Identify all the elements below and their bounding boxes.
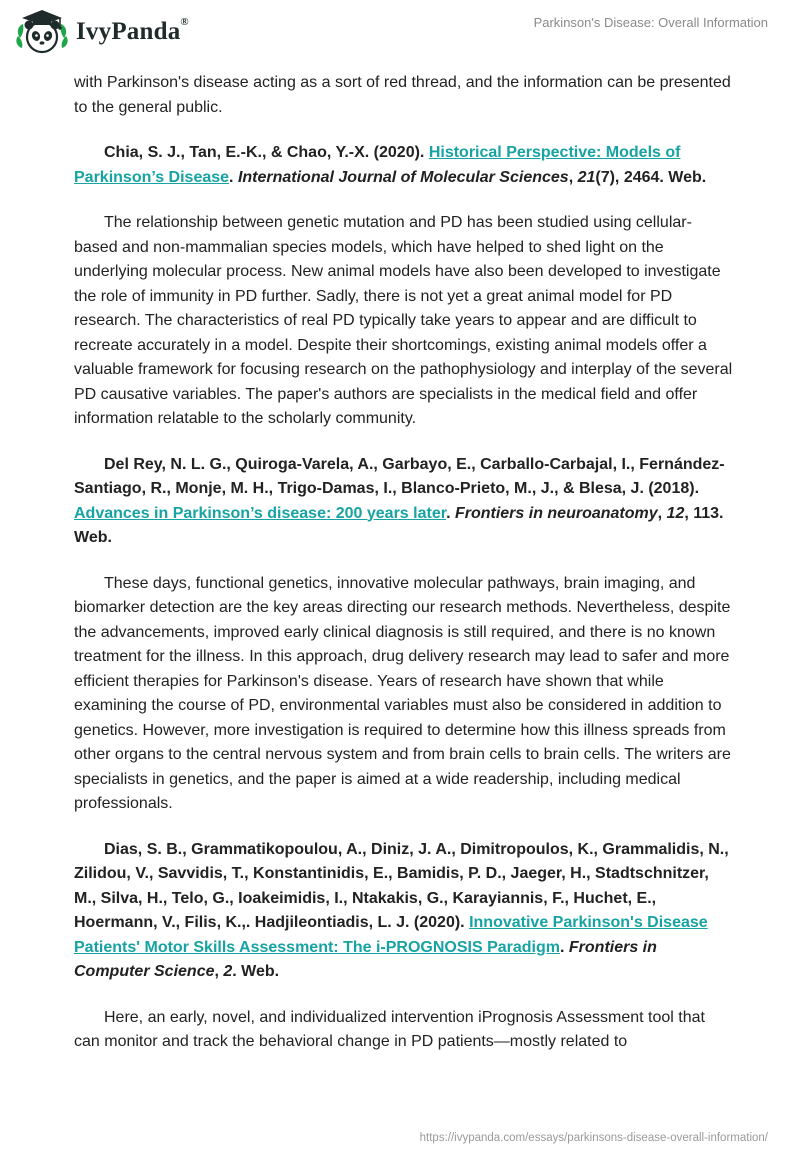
reference-tail: (7), 2464. Web. [595, 168, 707, 186]
reference-volume: 21 [577, 168, 596, 186]
reference-authors: Chia, S. J., Tan, E.-K., & Chao, Y.-X. (2020). [104, 144, 429, 161]
brand-name: IvyPanda® [76, 16, 189, 45]
page-header [0, 0, 800, 64]
reference-title-link[interactable]: Advances in Parkinson’s disease: 200 years later [74, 504, 447, 522]
reference-entry-1: Chia, S. J., Tan, E.-K., & Chao, Y.-X. (2020). Historical Perspective: Models of Parkinson’s Disease. International Journal of Molecular Sciences, 21(7), 2464. Web. [74, 144, 707, 186]
reference-volume: 12 [666, 504, 685, 522]
registered-mark: ® [180, 16, 189, 28]
footer-url[interactable]: https://ivypanda.com/essays/parkinsons-disease-overall-information/ [419, 1132, 768, 1144]
reference-entry-3: Dias, S. B., Grammatikopoulou, A., Diniz, J. A., Dimitropoulos, K., Grammalidis, N., Zilidou, V., Savvidis, T., Konstantinidis, E., Bamidis, P. D., Jaeger, H., Stadtschnitzer, M., Silva, H., Telo, G., Ioakeimidis, I., Ntakakis, G., Karayiannis, F., Huchet, E., Hoermann, V., Filis, K.,. Hadjileontiadis, L. J. (2020). Innovative Parkinson's Disease Patients' Motor Skills Assessment: The i-PROGNOSIS Paradigm. Frontiers in Computer Science, 2. Web. [74, 840, 729, 980]
annotation-paragraph-3: Here, an early, novel, and individualized intervention iPrognosis Assessment tool that can monitor and track the behavioral change in PD patients—mostly related to [74, 1008, 705, 1050]
reference-journal: International Journal of Molecular Sciences [237, 168, 569, 186]
essay-content [74, 71, 734, 1055]
ivypanda-logo[interactable] [14, 8, 189, 56]
annotation-paragraph-1: The relationship between genetic mutation and PD has been studied using cellular-based and non-mammalian species models, which have helped to shed light on the underlying molecular process. New animal models have also been developed to investigate the role of immunity in PD further. Sadly, there is not yet a great animal model for PD research. The characteristics of real PD typically take years to appear and are difficult to recreate accurately in a model. Despite their shortcomings, existing animal models offer a valuable framework for focusing research on the pathophysiology and interplay of the several PD causative variables. The paper's authors are specialists in the medical field and offer information relatable to the scholarly community. [74, 214, 733, 427]
panda-graduate-icon [14, 8, 70, 56]
reference-tail: , 113. Web. [74, 504, 724, 546]
reference-journal: Frontiers in neuroanatomy [454, 504, 658, 522]
document-title: Parkinson's Disease: Overall Information [533, 15, 768, 30]
reference-title-link[interactable]: Historical Perspective: Models of Parkinson’s Disease [74, 144, 681, 186]
reference-authors: Del Rey, N. L. G., Quiroga-Varela, A., Garbayo, E., Carballo-Carbajal, I., Fernández-Santiago, R., Monje, M. H., Trigo-Damas, I., Blanco-Prieto, M., J., & Blesa, J. (2018). [74, 455, 725, 497]
reference-entry-2: Del Rey, N. L. G., Quiroga-Varela, A., Garbayo, E., Carballo-Carbajal, I., Fernández-Santiago, R., Monje, M. H., Trigo-Damas, I., Blanco-Prieto, M., J., & Blesa, J. (2018). Advances in Parkinson’s disease: 200 years later. Frontiers in neuroanatomy, 12, 113. Web. [74, 455, 725, 546]
reference-title-link[interactable]: Innovative Parkinson's Disease Patients' Motor Skills Assessment: The i-PROGNOSIS Paradigm [74, 914, 708, 956]
reference-journal: Frontiers in Computer Science [74, 938, 657, 980]
annotation-paragraph-2: These days, functional genetics, innovative molecular pathways, brain imaging, and biomarker detection are the key areas directing our research methods. Nevertheless, despite the advancements, improved early clinical diagnosis is still required, and there is no known treatment for the illness. In this approach, drug delivery research may lead to safer and more efficient therapies for Parkinson's disease. Years of research have shown that while examining the course of PD, environmental variables must also be considered in addition to genetics. However, more investigation is required to determine how this illness spreads from other organs to the central nervous system and from brain cells to brain cells. The writers are specialists in genetics, and the paper is aimed at a wide readership, including medical professionals. [74, 574, 731, 812]
reference-tail: . Web. [232, 963, 280, 980]
intro-paragraph-tail: with Parkinson's disease acting as a sort of red thread, and the information can be presented to the general public. [74, 74, 731, 116]
reference-authors: Dias, S. B., Grammatikopoulou, A., Diniz, J. A., Dimitropoulos, K., Grammalidis, N., Zilidou, V., Savvidis, T., Konstantinidis, E., Bamidis, P. D., Jaeger, H., Stadtschnitzer, M., Silva, H., Telo, G., Ioakeimidis, I., Ntakakis, G., Karayiannis, F., Huchet, E., Hoermann, V., Filis, K.,. Hadjileontiadis, L. J. (2020). [74, 840, 729, 931]
reference-volume: 2 [223, 963, 233, 980]
